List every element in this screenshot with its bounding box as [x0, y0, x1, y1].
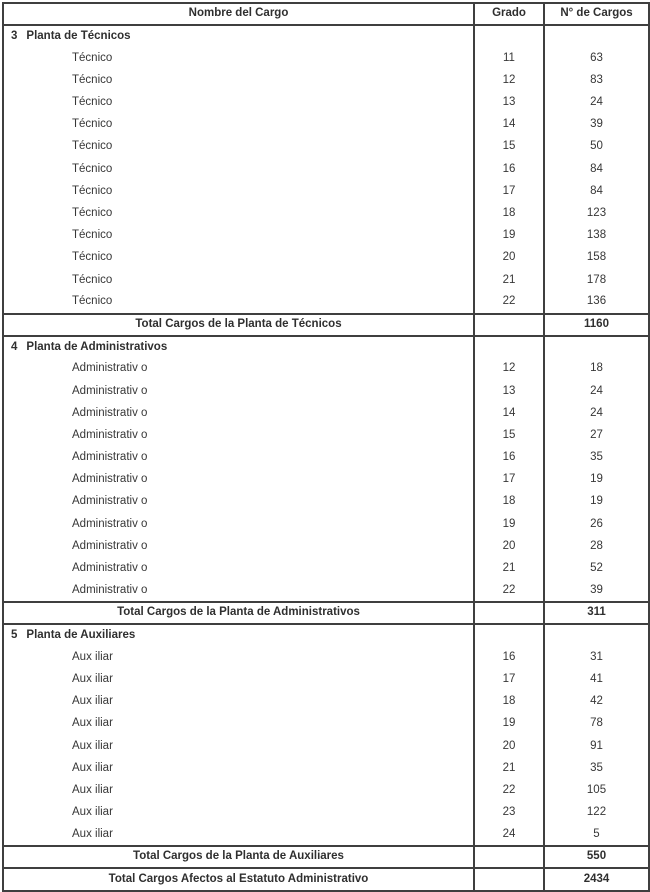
grado-cell — [474, 314, 544, 336]
grado-cell: 21 — [474, 269, 544, 291]
section-total-label-cell: Total Cargos de la Planta de Auxiliares — [133, 850, 344, 863]
cargo-name-cell: Aux iliar — [72, 672, 113, 685]
position-row — [3, 491, 649, 513]
position-row — [3, 558, 649, 580]
position-row — [3, 47, 649, 69]
grado-cell: 17 — [474, 669, 544, 691]
grado-cell: 21 — [474, 757, 544, 779]
cargo-name-cell: Administrativ o — [72, 517, 148, 530]
cargos-cell: 24 — [544, 402, 649, 424]
cargos-cell: 26 — [544, 513, 649, 535]
cargos-cell — [544, 25, 649, 47]
section-total-label-cell: Total Cargos de la Planta de Administrativos — [117, 606, 360, 619]
cargos-cell: 18 — [544, 358, 649, 380]
grand-total-label-cell: Total Cargos Afectos al Estatuto Administrativo — [108, 872, 369, 885]
grado-cell: 16 — [474, 646, 544, 668]
position-row — [3, 291, 649, 313]
section-total-value-cell: 550 — [544, 846, 649, 868]
position-row — [3, 158, 649, 180]
section-name: Planta de Auxiliares — [26, 629, 136, 642]
cargos-cell: 5 — [544, 824, 649, 846]
grado-cell: 22 — [474, 580, 544, 602]
grado-cell: 24 — [474, 824, 544, 846]
grado-cell: 18 — [474, 691, 544, 713]
cargos-cell: 63 — [544, 47, 649, 69]
grado-cell: 19 — [474, 713, 544, 735]
grado-cell: 16 — [474, 447, 544, 469]
grado-cell: 19 — [474, 225, 544, 247]
section-total-row — [3, 314, 649, 336]
position-row — [3, 580, 649, 602]
cargos-cell: 158 — [544, 247, 649, 269]
cargos-cell: 83 — [544, 70, 649, 92]
position-row — [3, 646, 649, 668]
cargo-name-cell: Técnico — [72, 96, 113, 109]
grado-cell: 22 — [474, 780, 544, 802]
cargo-name-cell: Técnico — [72, 162, 113, 175]
cargos-cell: 52 — [544, 558, 649, 580]
grado-cell: 18 — [474, 203, 544, 225]
position-row — [3, 802, 649, 824]
col-header-nombre-del-cargo: Nombre del Cargo — [188, 7, 289, 20]
section-total-row — [3, 846, 649, 868]
cargo-name-cell: Técnico — [72, 140, 113, 153]
cargos-cell: 39 — [544, 580, 649, 602]
position-row — [3, 402, 649, 424]
cargo-name-cell: Administrativ o — [72, 362, 148, 375]
section-number: 5 — [11, 629, 18, 642]
cargo-name-cell: Aux iliar — [72, 806, 113, 819]
grado-cell: 14 — [474, 402, 544, 424]
position-row — [3, 691, 649, 713]
position-row — [3, 780, 649, 802]
section-header-row — [3, 336, 649, 358]
cargo-name-cell: Administrativ o — [72, 562, 148, 575]
cargos-cell: 39 — [544, 114, 649, 136]
cargo-name-cell: Técnico — [72, 251, 113, 264]
cargos-cell: 19 — [544, 491, 649, 513]
cargos-cell: 138 — [544, 225, 649, 247]
section-total-row — [3, 602, 649, 624]
cargo-name-cell: Administrativ o — [72, 583, 148, 596]
position-row — [3, 181, 649, 203]
grado-cell: 20 — [474, 247, 544, 269]
cargos-cell: 35 — [544, 757, 649, 779]
position-row — [3, 203, 649, 225]
cargos-cell: 35 — [544, 447, 649, 469]
grado-cell: 12 — [474, 358, 544, 380]
cargo-name-cell: Aux iliar — [72, 783, 113, 796]
section-number: 3 — [11, 30, 18, 43]
cargo-name-cell: Técnico — [72, 207, 113, 220]
position-row — [3, 70, 649, 92]
grand-total-value-cell: 2434 — [544, 868, 649, 890]
cargos-cell: 84 — [544, 181, 649, 203]
cargo-name-cell: Técnico — [72, 273, 113, 286]
cargo-name-cell: Aux iliar — [72, 761, 113, 774]
section-header-row — [3, 624, 649, 646]
grado-cell: 16 — [474, 158, 544, 180]
grado-cell: 17 — [474, 469, 544, 491]
position-row — [3, 824, 649, 846]
position-row — [3, 225, 649, 247]
cargos-cell: 122 — [544, 802, 649, 824]
cargo-name-cell: Administrativ o — [72, 428, 148, 441]
grado-cell — [474, 624, 544, 646]
cargo-name-cell: Técnico — [72, 184, 113, 197]
cargos-cell — [544, 336, 649, 358]
grado-cell: 17 — [474, 181, 544, 203]
position-row — [3, 713, 649, 735]
cargo-name-cell: Aux iliar — [72, 827, 113, 840]
grado-cell — [474, 25, 544, 47]
position-row — [3, 469, 649, 491]
cargo-name-cell: Administrativ o — [72, 451, 148, 464]
cargo-name-cell: Técnico — [72, 295, 113, 308]
position-row — [3, 114, 649, 136]
grado-cell: 13 — [474, 92, 544, 114]
position-row — [3, 735, 649, 757]
grado-cell: 19 — [474, 513, 544, 535]
cargos-cell: 91 — [544, 735, 649, 757]
cargos-cell: 84 — [544, 158, 649, 180]
grado-cell: 23 — [474, 802, 544, 824]
cargo-name-cell: Administrativ o — [72, 495, 148, 508]
section-title-cell — [3, 624, 474, 646]
cargos-cell: 28 — [544, 536, 649, 558]
cargos-cell: 105 — [544, 780, 649, 802]
grand-total-row — [3, 868, 649, 890]
position-row — [3, 269, 649, 291]
table-body — [3, 25, 649, 890]
section-total-value-cell: 1160 — [544, 314, 649, 336]
position-row — [3, 513, 649, 535]
position-row — [3, 358, 649, 380]
grado-cell — [474, 602, 544, 624]
section-total-label-cell: Total Cargos de la Planta de Técnicos — [135, 317, 342, 330]
cargos-cell: 31 — [544, 646, 649, 668]
section-name: Planta de Técnicos — [26, 30, 131, 43]
cargo-name-cell: Administrativ o — [72, 406, 148, 419]
position-row — [3, 425, 649, 447]
cargo-name-cell: Aux iliar — [72, 739, 113, 752]
col-header-n-de-cargos: N° de Cargos — [544, 3, 649, 25]
col-header-grado: Grado — [474, 3, 544, 25]
position-row — [3, 380, 649, 402]
cargo-name-cell: Aux iliar — [72, 695, 113, 708]
cargos-cell: 136 — [544, 291, 649, 313]
cargo-name-cell: Administrativ o — [72, 473, 148, 486]
section-header-row — [3, 25, 649, 47]
grado-cell: 15 — [474, 425, 544, 447]
section-name: Planta de Administrativos — [26, 340, 168, 353]
position-row — [3, 447, 649, 469]
cargos-cell: 24 — [544, 380, 649, 402]
table-header-row — [3, 3, 649, 25]
section-number: 4 — [11, 340, 18, 353]
cargos-cell: 27 — [544, 425, 649, 447]
cargos-cell: 78 — [544, 713, 649, 735]
grado-cell: 20 — [474, 536, 544, 558]
position-row — [3, 669, 649, 691]
section-title-cell — [3, 336, 474, 358]
cargos-cell: 42 — [544, 691, 649, 713]
cargos-cell: 41 — [544, 669, 649, 691]
grado-cell: 13 — [474, 380, 544, 402]
grado-cell: 11 — [474, 47, 544, 69]
grado-cell: 20 — [474, 735, 544, 757]
grado-cell — [474, 336, 544, 358]
grado-cell: 14 — [474, 114, 544, 136]
cargo-name-cell: Técnico — [72, 73, 113, 86]
position-row — [3, 247, 649, 269]
position-row — [3, 92, 649, 114]
cargo-name-cell: Aux iliar — [72, 650, 113, 663]
grado-cell — [474, 846, 544, 868]
cargos-cell: 178 — [544, 269, 649, 291]
grado-cell: 12 — [474, 70, 544, 92]
cargo-name-cell: Técnico — [72, 229, 113, 242]
cargo-name-cell: Aux iliar — [72, 717, 113, 730]
grado-cell — [474, 868, 544, 890]
section-total-value-cell: 311 — [544, 602, 649, 624]
cargos-cell: 123 — [544, 203, 649, 225]
grado-cell: 22 — [474, 291, 544, 313]
section-title-cell — [3, 25, 474, 47]
position-row — [3, 757, 649, 779]
cargo-table — [2, 2, 650, 892]
grado-cell: 18 — [474, 491, 544, 513]
position-row — [3, 136, 649, 158]
grado-cell: 21 — [474, 558, 544, 580]
cargo-name-cell: Administrativ o — [72, 384, 148, 397]
cargo-name-cell: Técnico — [72, 51, 113, 64]
cargo-name-cell: Técnico — [72, 118, 113, 131]
cargos-cell — [544, 624, 649, 646]
cargos-cell: 19 — [544, 469, 649, 491]
cargo-name-cell: Administrativ o — [72, 539, 148, 552]
cargos-cell: 50 — [544, 136, 649, 158]
cargos-cell: 24 — [544, 92, 649, 114]
grado-cell: 15 — [474, 136, 544, 158]
position-row — [3, 536, 649, 558]
